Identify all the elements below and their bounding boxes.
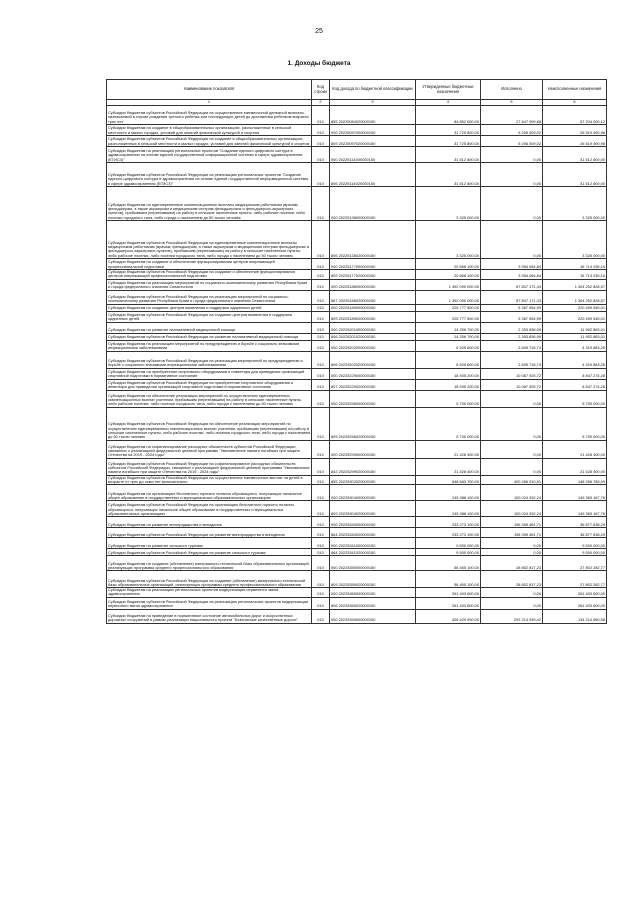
row-unexecuted-cell: 8 847 274,28 — [543, 368, 607, 379]
row-executed-cell: 2 353 836,99 — [481, 333, 543, 340]
row-approved-cell: 225 777 500,00 — [416, 304, 481, 311]
row-approved-cell: 20 668 100,00 — [416, 259, 481, 270]
row-unexecuted-cell: 220 409 545,01 — [543, 304, 607, 311]
row-executed-cell: 0,00 — [481, 458, 543, 475]
row-code-cell: 010 — [312, 528, 330, 538]
row-name-cell: Субсидии бюджетам субъектов Российской Федерации на единовременные компенсационные выплаты медицинским работникам (врачам, фельдшерам, а также акушеркам и медицинским сестрам фельдшерских и фельдшерско-акушерских пунктов), прибывшим (переехавшим) на работу в сельские населенные пункты, либо рабочие поселки, либо поселки городского типа, либо города с населением до 50 тысяч человек — [107, 221, 312, 259]
row-classification-cell: 000 20225256000000150 — [330, 390, 416, 407]
row-code-cell: 010 — [312, 485, 330, 501]
row-classification-cell: 000 20225394000000150 — [330, 609, 416, 623]
table-row — [107, 549, 607, 556]
header-executed: Исполнено — [481, 80, 543, 100]
row-classification-cell: 806 20225365020000150 — [330, 597, 416, 609]
row-name-cell: Субсидии бюджетам субъектов Российской Федерации на реализацию региональных проектов модернизации первичного звена здравоохранения — [107, 597, 312, 609]
row-approved-cell: 21 428 400,00 — [416, 458, 481, 475]
table-row — [107, 259, 607, 270]
row-classification-cell: 000 20225341000000150 — [330, 538, 416, 549]
table-row — [107, 485, 607, 501]
column-number: 1 — [107, 100, 312, 106]
row-code-cell: 010 — [312, 379, 330, 390]
column-number: 4 — [416, 100, 481, 106]
table-row — [107, 311, 607, 322]
row-approved-cell: 9 500 000,00 — [416, 549, 481, 556]
row-approved-cell: 3 325 000,00 — [416, 221, 481, 259]
row-name-cell: Субсидии бюджетам субъектов Российской Федерации на реализацию региональных проектов "Создание единого цифрового контура в здравоохранении на основе единой государственной информационной системы в сфере здравоохранения (ЕГИСЗ)" — [107, 163, 312, 187]
row-executed-cell: 5 206 309,02 — [481, 136, 543, 147]
budget-revenue-table — [106, 79, 607, 624]
row-approved-cell: 233 273 100,00 — [416, 517, 481, 528]
table-row — [107, 187, 607, 221]
row-code-cell: 010 — [312, 517, 330, 528]
row-approved-cell: 18 935 200,00 — [416, 379, 481, 390]
row-executed-cell: 100 024 932,24 — [481, 485, 543, 501]
row-code-cell: 010 — [312, 125, 330, 136]
row-code-cell: 010 — [312, 163, 330, 187]
row-name-cell: Субсидии бюджетам на реализацию мероприятий по социально-экономическому развитию Республики Крым и города федерального значения Севастополя — [107, 279, 312, 290]
table-row — [107, 279, 607, 290]
row-approved-cell: 5 700 000,00 — [416, 407, 481, 440]
header-name: Наименование показателя — [107, 80, 312, 100]
table-row — [107, 597, 607, 609]
row-executed-cell: 196 395 461,71 — [481, 517, 543, 528]
row-name-cell: Субсидии бюджетам субъектов Российской Федерации на обеспечение реализации мероприятий по осуществлению единовременных компенсационных выплат учителям, прибывшим (переехавшим) на работу в сельские населенные пункты, либо рабочие поселки, либо поселки городского типа, либо города с населением до 50 тысяч человек — [107, 407, 312, 440]
row-code-cell: 010 — [312, 368, 330, 379]
row-classification-cell: 000 20225188000000150 — [330, 279, 416, 290]
row-unexecuted-cell: 149 363 167,76 — [543, 501, 607, 517]
row-executed-cell: 5 206 309,02 — [481, 125, 543, 136]
row-name-cell: Субсидии бюджетам субъектов Российской Федерации на организацию бесплатного горячего питания обучающихся, получающих начальное общее образование в государственных и муниципальных образовательных организациях — [107, 501, 312, 517]
row-unexecuted-cell: 9 500 000,00 — [543, 549, 607, 556]
row-code-cell: 010 — [312, 147, 330, 163]
row-approved-cell: 249 388 100,00 — [416, 485, 481, 501]
row-approved-cell: 261 403 600,00 — [416, 597, 481, 609]
row-approved-cell: 14 256 700,00 — [416, 333, 481, 340]
row-classification-cell: 000 20225138000000150 — [330, 187, 416, 221]
row-unexecuted-cell: 27 802 282,77 — [543, 571, 607, 588]
table-row — [107, 538, 607, 549]
row-classification-cell: 000 20225202000000150 — [330, 340, 416, 351]
row-code-cell: 010 — [312, 340, 330, 351]
row-approved-cell: 548 663 700,00 — [416, 475, 481, 485]
row-executed-cell: 0,00 — [481, 187, 543, 221]
row-code-cell: 010 — [312, 390, 330, 407]
row-classification-cell: 000 20225201000000150 — [330, 322, 416, 333]
row-unexecuted-cell: 27 802 282,77 — [543, 556, 607, 571]
row-approved-cell: 20 668 100,00 — [416, 270, 481, 280]
row-code-cell: 010 — [312, 588, 330, 598]
row-approved-cell: 21 428 400,00 — [416, 440, 481, 458]
column-number: 3 — [330, 100, 416, 106]
table-body — [107, 106, 607, 624]
row-name-cell: Субсидии бюджетам субъектов Российской Федерации на создание в общеобразовательных организациях, расположенных в сельской местности и малых городах, условий для занятий физической культурой и спортом — [107, 136, 312, 147]
row-unexecuted-cell: 148 396 789,09 — [543, 475, 607, 485]
row-name-cell: Субсидии бюджетам субъектов Российской Федерации на создание (обновление) материально-технической базы образовательных организаций, реализующих программы среднего профессионального образования — [107, 571, 312, 588]
row-unexecuted-cell: 261 403 600,00 — [543, 588, 607, 598]
row-approved-cell: 5 700 000,00 — [416, 390, 481, 407]
row-classification-cell: 807 20225229020000150 — [330, 379, 416, 390]
table-row — [107, 147, 607, 163]
row-name-cell: Субсидии бюджетам субъектов Российской Федерации на развитие виноградарства и виноделия — [107, 528, 312, 538]
row-unexecuted-cell: 5 700 000,00 — [543, 407, 607, 440]
row-executed-cell: 2 353 836,99 — [481, 322, 543, 333]
table-row — [107, 475, 607, 485]
row-code-cell: 010 — [312, 333, 330, 340]
row-code-cell: 010 — [312, 304, 330, 311]
table-row — [107, 407, 607, 440]
header-classification: Код дохода по бюджетной классификации — [330, 80, 416, 100]
row-executed-cell: 0,00 — [481, 538, 543, 549]
row-executed-cell: 0,00 — [481, 597, 543, 609]
row-classification-cell: 855 20225084020000150 — [330, 106, 416, 125]
row-executed-cell: 27 647 999,88 — [481, 106, 543, 125]
row-unexecuted-cell: 8 847 274,28 — [543, 379, 607, 390]
row-executed-cell: 2 605 716,74 — [481, 340, 543, 351]
row-executed-cell: 0,00 — [481, 440, 543, 458]
row-unexecuted-cell: 31 512 800,00 — [543, 163, 607, 187]
row-code-cell: 010 — [312, 556, 330, 571]
row-name-cell: Субсидии бюджетам субъектов Российской Федерации на создание центров выявления и поддержки одаренных детей — [107, 311, 312, 322]
row-unexecuted-cell: 220 409 545,01 — [543, 311, 607, 322]
column-number: 6 — [543, 100, 607, 106]
row-unexecuted-cell: 16 714 035,16 — [543, 259, 607, 270]
table-row — [107, 390, 607, 407]
row-approved-cell: 31 725 800,00 — [416, 125, 481, 136]
row-code-cell: 010 — [312, 259, 330, 270]
row-approved-cell: 225 777 500,00 — [416, 311, 481, 322]
row-classification-cell: 864 20225340020000150 — [330, 528, 416, 538]
row-classification-cell: 000 20225304000000150 — [330, 485, 416, 501]
row-name-cell: Субсидии бюджетам на реализацию региональных проектов модернизации первичного звена здравоохранения — [107, 588, 312, 598]
row-approved-cell: 3 325 000,00 — [416, 187, 481, 221]
row-approved-cell: 56 455 100,00 — [416, 571, 481, 588]
row-executed-cell: 400 266 910,91 — [481, 475, 543, 485]
row-approved-cell: 14 256 700,00 — [416, 322, 481, 333]
row-classification-cell: 806 20225114020000150 — [330, 163, 416, 187]
row-approved-cell: 1 392 090 000,00 — [416, 279, 481, 290]
row-classification-cell: 000 20225365000000150 — [330, 588, 416, 598]
table-row — [107, 304, 607, 311]
row-code-cell: 010 — [312, 407, 330, 440]
row-executed-cell: 0,00 — [481, 549, 543, 556]
row-classification-cell: 000 20225097000000150 — [330, 125, 416, 136]
row-name-cell: Субсидии бюджетам субъектов Российской Федерации на осуществление ежемесячных выплат на детей в возрасте от трех до семи лет включительно — [107, 475, 312, 485]
table-row — [107, 458, 607, 475]
row-code-cell: 010 — [312, 475, 330, 485]
row-approved-cell: 249 388 100,00 — [416, 501, 481, 517]
row-approved-cell: 31 512 800,00 — [416, 147, 481, 163]
row-approved-cell: 6 925 600,00 — [416, 340, 481, 351]
row-executed-cell: 87 837 171,43 — [481, 279, 543, 290]
row-name-cell: Субсидии бюджетам субъектов Российской Федерации на развитие паллиативной медицинской помощи — [107, 333, 312, 340]
row-unexecuted-cell: 149 363 167,76 — [543, 485, 607, 501]
row-code-cell: 010 — [312, 549, 330, 556]
row-unexecuted-cell: 5 700 000,00 — [543, 390, 607, 407]
row-name-cell: Субсидии бюджетам на создание и обеспечение функционирования центров опережающей профессиональной подготовки — [107, 259, 312, 270]
row-unexecuted-cell: 4 319 883,26 — [543, 351, 607, 368]
row-classification-cell: 809 20225097020000150 — [330, 136, 416, 147]
row-classification-cell: 809 20225256020000150 — [330, 407, 416, 440]
row-approved-cell: 6 925 600,00 — [416, 351, 481, 368]
row-approved-cell: 18 935 200,00 — [416, 368, 481, 379]
row-unexecuted-cell: 36 877 638,29 — [543, 528, 607, 538]
row-code-cell: 010 — [312, 311, 330, 322]
row-name-cell: Субсидии бюджетам субъектов Российской Федерации на софинансирование расходных обязательств субъектов Российской Федерации, связанных с реализацией федеральной целевой программы "Увековечение памяти погибших при защите Отечества на 2019 - 2024 годы" — [107, 458, 312, 475]
row-executed-cell: 0,00 — [481, 147, 543, 163]
row-classification-cell: 000 20225189000000150 — [330, 304, 416, 311]
table-row — [107, 440, 607, 458]
row-classification-cell: 864 20225341020000150 — [330, 549, 416, 556]
table-row — [107, 221, 607, 259]
table-row — [107, 379, 607, 390]
table-row — [107, 609, 607, 623]
header-unexecuted: Неисполненные назначения — [543, 80, 607, 100]
row-executed-cell: 3 954 064,84 — [481, 259, 543, 270]
table-row — [107, 501, 607, 517]
row-executed-cell: 196 395 461,71 — [481, 528, 543, 538]
row-unexecuted-cell: 1 304 252 828,57 — [543, 290, 607, 304]
row-code-cell: 010 — [312, 136, 330, 147]
row-executed-cell: 0,00 — [481, 163, 543, 187]
table-row — [107, 340, 607, 351]
row-name-cell: Субсидии бюджетам на создание (обновление) материально-технической базы образовательных организаций, реализующих программы среднего профессионального образования — [107, 556, 312, 571]
row-name-cell: Субсидии бюджетам субъектов Российской Федерации на создание и обеспечение функционирования центров опережающей профессиональной подготовки — [107, 270, 312, 280]
row-name-cell: Субсидии бюджетам на приобретение спортивного оборудования и инвентаря для приведения организаций спортивной подготовки в нормативное состояние — [107, 368, 312, 379]
row-code-cell: 010 — [312, 279, 330, 290]
row-unexecuted-cell: 1 304 252 828,57 — [543, 279, 607, 290]
row-executed-cell: 3 954 064,84 — [481, 270, 543, 280]
row-classification-cell: 000 20225340000000150 — [330, 517, 416, 528]
row-classification-cell: 806 20225138020000150 — [330, 221, 416, 259]
row-unexecuted-cell: 261 403 600,00 — [543, 597, 607, 609]
table-row — [107, 106, 607, 125]
row-code-cell: 010 — [312, 270, 330, 280]
row-executed-cell: 5 367 954,99 — [481, 311, 543, 322]
row-approved-cell: 56 455 100,00 — [416, 556, 481, 571]
row-classification-cell: 867 20225188020000150 — [330, 290, 416, 304]
table-row — [107, 351, 607, 368]
row-code-cell: 010 — [312, 458, 330, 475]
row-executed-cell: 10 087 925,72 — [481, 379, 543, 390]
row-classification-cell: 809 20225189020000150 — [330, 311, 416, 322]
row-unexecuted-cell: 21 428 400,00 — [543, 440, 607, 458]
row-unexecuted-cell: 57 204 000,12 — [543, 106, 607, 125]
row-executed-cell: 5 367 954,99 — [481, 304, 543, 311]
header-approved: Утвержденные бюджетные назначения — [416, 80, 481, 100]
row-unexecuted-cell: 36 877 638,29 — [543, 517, 607, 528]
row-executed-cell: 292 214 939,42 — [481, 609, 543, 623]
section-title: 1. Доходы бюджета — [287, 60, 351, 67]
row-unexecuted-cell: 11 902 863,01 — [543, 322, 607, 333]
row-executed-cell: 28 652 817,23 — [481, 571, 543, 588]
row-unexecuted-cell: 26 519 490,98 — [543, 136, 607, 147]
table-row — [107, 528, 607, 538]
table-row — [107, 270, 607, 280]
row-classification-cell: 806 20225202020000150 — [330, 351, 416, 368]
header-code: Код строки — [312, 80, 330, 100]
row-code-cell: 010 — [312, 322, 330, 333]
row-name-cell: Субсидии бюджетам субъектов Российской Федерации на приобретение спортивного оборудования и инвентаря для приведения организаций спортивной подготовки в нормативное состояние — [107, 379, 312, 390]
row-code-cell: 010 — [312, 609, 330, 623]
row-unexecuted-cell: 26 519 490,98 — [543, 125, 607, 136]
row-approved-cell: 261 403 600,00 — [416, 588, 481, 598]
row-name-cell: Субсидии бюджетам на развитие виноградарства и виноделия — [107, 517, 312, 528]
row-classification-cell: 000 20225229000000150 — [330, 368, 416, 379]
table-row — [107, 556, 607, 571]
table-row — [107, 571, 607, 588]
row-name-cell: Субсидии бюджетам на софинансирование расходных обязательств субъектов Российской Федерации, связанных с реализацией федеральной целевой программы "Увековечение памяти погибших при защите Отечества на 2019 - 2024 годы" — [107, 440, 312, 458]
row-classification-cell: 809 20225177020000150 — [330, 270, 416, 280]
row-approved-cell: 426 429 900,00 — [416, 609, 481, 623]
table-row — [107, 125, 607, 136]
row-code-cell: 010 — [312, 571, 330, 588]
row-classification-cell: 855 20225302020000150 — [330, 475, 416, 485]
row-approved-cell: 31 512 800,00 — [416, 163, 481, 187]
row-code-cell: 010 — [312, 538, 330, 549]
row-unexecuted-cell: 21 428 400,00 — [543, 458, 607, 475]
table-row — [107, 333, 607, 340]
row-classification-cell: 000 20225359000000150 — [330, 556, 416, 571]
row-code-cell: 010 — [312, 290, 330, 304]
row-name-cell: Субсидии бюджетам субъектов Российской Федерации на реализацию мероприятий по социально-экономическому развитию Республики Крым и города федерального значения Севастополя — [107, 290, 312, 304]
row-classification-cell: 809 20225304020000150 — [330, 501, 416, 517]
row-name-cell: Субсидии бюджетам на организацию бесплатного горячего питания обучающихся, получающих начальное общее образование в государственных и муниципальных образовательных организациях — [107, 485, 312, 501]
row-classification-cell: 806 20225201020000150 — [330, 333, 416, 340]
table-row — [107, 136, 607, 147]
column-number: 2 — [312, 100, 330, 106]
column-number: 5 — [481, 100, 543, 106]
row-executed-cell: 87 837 171,43 — [481, 290, 543, 304]
table-row — [107, 290, 607, 304]
row-classification-cell: 842 20225299020000150 — [330, 458, 416, 475]
row-name-cell: Субсидии бюджетам на создание в общеобразовательных организациях, расположенных в сельской местности и малых городах, условий для занятий физической культурой и спортом — [107, 125, 312, 136]
row-executed-cell: 0,00 — [481, 390, 543, 407]
row-unexecuted-cell: 134 214 960,58 — [543, 609, 607, 623]
row-unexecuted-cell: 4 319 883,26 — [543, 340, 607, 351]
row-classification-cell: 000 20225177000000150 — [330, 259, 416, 270]
row-executed-cell: 10 087 925,72 — [481, 368, 543, 379]
table-row — [107, 163, 607, 187]
row-code-cell: 010 — [312, 440, 330, 458]
row-classification-cell: 000 20225299000000150 — [330, 440, 416, 458]
row-name-cell: Субсидии бюджетам на обеспечение реализации мероприятий по осуществлению единовременных компенсационных выплат учителям, прибывшим (переехавшим) на работу в сельские населенные пункты, либо рабочие поселки, либо поселки городского типа, либо города с населением до 50 тысяч человек — [107, 390, 312, 407]
page-number: 25 — [315, 28, 323, 35]
row-name-cell: Субсидии бюджетам на развитие сельского туризма — [107, 538, 312, 549]
table-row — [107, 517, 607, 528]
row-name-cell: Субсидии бюджетам на реализацию мероприятий по предупреждению и борьбе с социально значимыми инфекционными заболеваниями — [107, 340, 312, 351]
table-header-row — [107, 80, 607, 100]
table-row — [107, 322, 607, 333]
row-unexecuted-cell: 9 500 000,00 — [543, 538, 607, 549]
row-unexecuted-cell: 3 325 000,00 — [543, 187, 607, 221]
row-executed-cell: 28 652 817,23 — [481, 556, 543, 571]
row-code-cell: 010 — [312, 351, 330, 368]
row-executed-cell: 0,00 — [481, 407, 543, 440]
row-name-cell: Субсидии бюджетам субъектов Российской Федерации на развитие сельского туризма — [107, 549, 312, 556]
row-approved-cell: 233 273 100,00 — [416, 528, 481, 538]
row-code-cell: 010 — [312, 597, 330, 609]
row-approved-cell: 1 392 090 000,00 — [416, 290, 481, 304]
row-executed-cell: 0,00 — [481, 588, 543, 598]
row-code-cell: 010 — [312, 187, 330, 221]
row-name-cell: Субсидии бюджетам на единовременные компенсационные выплаты медицинским работникам (врачам, фельдшерам, а также акушеркам и медицинским сестрам фельдшерских и фельдшерско-акушерских пунктов), прибывшим (переехавшим) на работу в сельские населенные пункты, либо рабочие поселки, либо поселки городского типа, либо города с населением до 50 тысяч человек — [107, 187, 312, 221]
row-executed-cell: 100 024 932,24 — [481, 501, 543, 517]
row-executed-cell: 0,00 — [481, 221, 543, 259]
row-code-cell: 010 — [312, 501, 330, 517]
row-classification-cell: 000 20225114000000150 — [330, 147, 416, 163]
row-unexecuted-cell: 31 512 800,00 — [543, 147, 607, 163]
row-unexecuted-cell: 16 714 035,16 — [543, 270, 607, 280]
row-unexecuted-cell: 11 902 863,01 — [543, 333, 607, 340]
row-name-cell: Субсидии бюджетам на создание центров выявления и поддержки одаренных детей — [107, 304, 312, 311]
row-name-cell: Субсидии бюджетам на развитие паллиативной медицинской помощи — [107, 322, 312, 333]
row-classification-cell: 809 20225359020000150 — [330, 571, 416, 588]
row-name-cell: Субсидии бюджетам на реализацию региональных проектов "Создание единого цифрового контура в здравоохранении на основе единой государственной информационной системы в сфере здравоохранения (ЕГИСЗ)" — [107, 147, 312, 163]
row-approved-cell: 84 852 000,00 — [416, 106, 481, 125]
row-approved-cell: 31 725 800,00 — [416, 136, 481, 147]
row-approved-cell: 9 500 000,00 — [416, 538, 481, 549]
row-executed-cell: 2 605 716,74 — [481, 351, 543, 368]
row-name-cell: Субсидии бюджетам субъектов Российской Федерации на реализацию мероприятий по предупреждению и борьбе с социально значимыми инфекционными заболеваниями — [107, 351, 312, 368]
table-row — [107, 588, 607, 598]
row-name-cell: Субсидии бюджетам субъектов Российской Федерации на осуществление ежемесячной денежной выплаты, назначаемой в случае рождения третьего ребенка или последующих детей до достижения ребенком возраста трех лет — [107, 106, 312, 125]
row-unexecuted-cell: 3 325 000,00 — [543, 221, 607, 259]
table-row — [107, 368, 607, 379]
row-code-cell: 010 — [312, 221, 330, 259]
row-code-cell: 010 — [312, 106, 330, 125]
row-name-cell: Субсидии бюджетам на приведение в нормативное состояние автомобильных дорог и искусственных дорожных сооружений в рамках реализации национального проекта "Безопасные качественные дороги" — [107, 609, 312, 623]
